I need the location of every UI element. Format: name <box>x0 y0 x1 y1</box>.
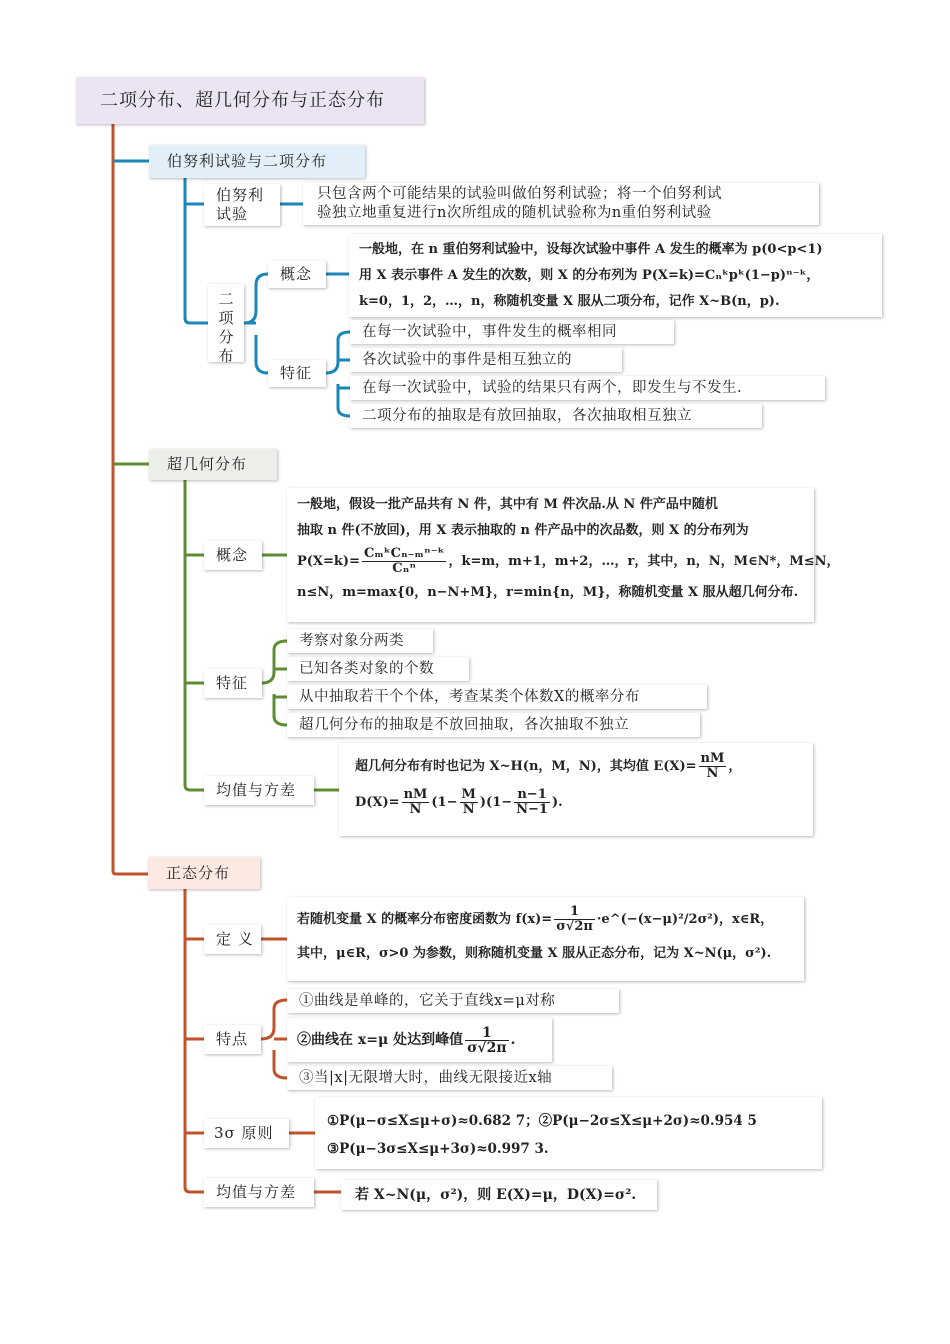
hyper-concept-line2: 抽取 n 件(不放回)，用 X 表示抽取的 n 件产品中的次品数，则 X 的分布列为 <box>297 523 749 538</box>
three-sigma-box <box>315 1097 822 1169</box>
hyper-variance-lhs: D(X)= <box>355 795 400 810</box>
features-brace <box>326 332 350 416</box>
three-sigma-label: 3σ 原则 <box>204 1119 289 1148</box>
hyper-feature-3: 从中抽取若干个个体，考查某类个体数X的概率分布 <box>287 685 707 709</box>
bernoulli-label-line2: 试验 <box>216 205 249 223</box>
hyper-concept-line1: 一般地，假设一批产品共有 N 件，其中有 M 件次品.从 N 件产品中随机 <box>297 497 718 512</box>
hyper-variance-p1-open: (1− <box>431 795 458 810</box>
trunk-line <box>113 124 148 874</box>
binomial-feature-3: 在每一次试验中，试验的结果只有两个，即发生与不发生. <box>350 376 825 400</box>
hyper-mean-fraction <box>699 752 727 781</box>
binomial-features-label: 特征 <box>268 360 326 387</box>
hyper-concept-label: 概念 <box>204 541 262 570</box>
bernoulli-definition-line2: 验独立地重复进行n次所组成的随机试验称为n重伯努利试验 <box>317 205 712 221</box>
hyper-feature-4: 超几何分布的抽取是不放回抽取，各次抽取不独立 <box>287 713 700 737</box>
hyper-mean-line <box>355 749 797 785</box>
hyper-spine <box>185 480 204 790</box>
bernoulli-label-line1: 伯努利 <box>216 186 265 204</box>
three-sigma-line1: ①P(μ−σ≤X≤μ+σ)≈0.682 7；②P(μ−2σ≤X≤μ+2σ)≈0.954 5 <box>327 1113 757 1129</box>
binomial-concept-line3: k=0，1，2，…，n，称随机变量 X 服从二项分布，记作 X~B(n，p). <box>359 294 780 309</box>
hyper-variance-p2-open: (1− <box>486 795 513 810</box>
normal-features-label: 特点 <box>204 1025 261 1054</box>
section-binomial: 伯努利试验与二项分布 <box>149 145 365 178</box>
hyper-variance-p2-fraction <box>514 788 550 817</box>
dist-brace <box>244 274 268 373</box>
hyper-features-brace <box>262 641 287 725</box>
hyper-variance-p1-num: M <box>461 787 476 802</box>
hyper-variance-line <box>355 785 797 821</box>
normal-definition-text-b: ，x∈R， <box>719 912 774 927</box>
hyper-concept-line3 <box>297 544 840 580</box>
hyper-variance-p2-den: N−1 <box>516 802 548 817</box>
normal-definition-line1 <box>297 903 794 937</box>
normal-feature-1: ①曲线是单峰的，它关于直线x=μ对称 <box>287 989 619 1013</box>
hyper-variance-p1-fraction <box>460 788 478 817</box>
hyper-mean-end: ， <box>728 759 742 774</box>
section-normal: 正态分布 <box>148 857 260 889</box>
bernoulli-definition <box>303 183 819 225</box>
binomial-feature-1: 在每一次试验中，事件发生的概率相同 <box>350 320 674 344</box>
binomial-concept-line2: 用 X 表示事件 A 发生的次数，则 X 的分布列为 P(X=k)=Cₙᵏpᵏ(1−p)ⁿ⁻ᵏ， <box>359 268 820 283</box>
dist-label-char: 项 <box>218 309 234 327</box>
hyper-p-lhs: P(X=k)= <box>297 554 360 569</box>
normal-definition-box <box>287 897 804 981</box>
hyper-variance-p1-close: ) <box>479 795 487 810</box>
normal-density-fraction <box>554 905 595 934</box>
hyper-mean-num: nM <box>700 751 725 766</box>
normal-peak-fraction <box>465 1026 509 1055</box>
hyper-variance-p2-close: ). <box>551 795 563 810</box>
binomial-dist-label <box>208 284 244 365</box>
hyper-fraction-num: CₘᵏCₙ₋ₘⁿ⁻ᵏ <box>363 546 445 561</box>
normal-density-den: σ√2π <box>556 919 593 934</box>
hyper-concept-line3-rest: ，k=m，m+1，m+2，…，r，其中，n，N，M∈N*，M≤N， <box>448 554 840 569</box>
binomial-concept-line1: 一般地，在 n 重伯努利试验中，设每次试验中事件 A 发生的概率为 p(0<p<1) <box>359 242 823 257</box>
root-title: 二项分布、超几何分布与正态分布 <box>76 77 424 124</box>
hyper-mean-den: N <box>706 766 719 781</box>
dist-label-char: 二 <box>218 290 234 308</box>
normal-feature-2-text: ②曲线在 x=μ 处达到峰值 <box>297 1032 464 1048</box>
normal-feature-2 <box>287 1018 552 1062</box>
normal-definition-label: 定 义 <box>204 925 261 954</box>
section-hypergeometric: 超几何分布 <box>149 449 277 480</box>
hyper-concept-box <box>287 488 840 622</box>
dist-label-char: 布 <box>218 347 234 365</box>
bernoulli-definition-line1: 只包含两个可能结果的试验叫做伯努利试验；将一个伯努利试 <box>317 186 722 202</box>
hyper-fraction <box>362 547 446 576</box>
normal-feature-2-end: . <box>510 1032 516 1048</box>
hyper-mean-text: 超几何分布有时也记为 X~H(n，M，N)，其均值 E(X)= <box>355 759 697 774</box>
dist-label-char: 分 <box>218 328 234 346</box>
binomial-concept-box <box>349 234 882 317</box>
hyper-variance-num: nM <box>403 787 428 802</box>
normal-density-num: 1 <box>554 905 595 920</box>
normal-peak-num: 1 <box>465 1026 509 1041</box>
binomial-feature-2: 各次试验中的事件是相互独立的 <box>350 348 622 372</box>
hyper-feature-2: 已知各类对象的个数 <box>287 657 469 681</box>
hyper-variance-den: N <box>409 802 422 817</box>
normal-mean-var-label: 均值与方差 <box>204 1178 314 1207</box>
normal-peak-den: σ√2π <box>467 1039 507 1056</box>
hyper-variance-fraction <box>402 788 430 817</box>
hyper-fraction-den: Cₙⁿ <box>392 561 417 576</box>
normal-features-brace <box>261 1000 287 1078</box>
normal-feature-3: ③当|x|无限增大时，曲线无限接近x轴 <box>287 1066 612 1090</box>
binomial-feature-4: 二项分布的抽取是有放回抽取，各次抽取相互独立 <box>350 404 762 428</box>
hyper-variance-p2-num: n−1 <box>514 788 550 803</box>
hyper-concept-line4: n≤N，m=max{0，n−N+M}，r=min{n，M}，称随机变量 X 服从超几何分布. <box>297 585 799 600</box>
bernoulli-label <box>204 184 280 226</box>
normal-mean-var-box: 若 X~N(μ，σ²)，则 E(X)=μ，D(X)=σ². <box>341 1180 657 1210</box>
normal-definition-text-a: 若随机变量 X 的概率分布密度函数为 f(x)= <box>297 912 553 927</box>
normal-density-exp: ·e^(−(x−μ)²/2σ²) <box>596 912 720 927</box>
hyper-feature-1: 考察对象分两类 <box>287 629 433 653</box>
binomial-concept-label: 概念 <box>268 261 326 288</box>
normal-definition-line2: 其中，μ∈R，σ>0 为参数，则称随机变量 X 服从正态分布，记为 X~N(μ，σ²). <box>297 946 772 961</box>
hyper-mean-var-box <box>339 743 813 836</box>
hyper-variance-p1-den: N <box>462 802 475 817</box>
hyper-features-label: 特征 <box>204 669 262 698</box>
hyper-mean-var-label: 均值与方差 <box>204 776 314 805</box>
three-sigma-line2: ③P(μ−3σ≤X≤μ+3σ)≈0.997 3. <box>327 1141 549 1157</box>
